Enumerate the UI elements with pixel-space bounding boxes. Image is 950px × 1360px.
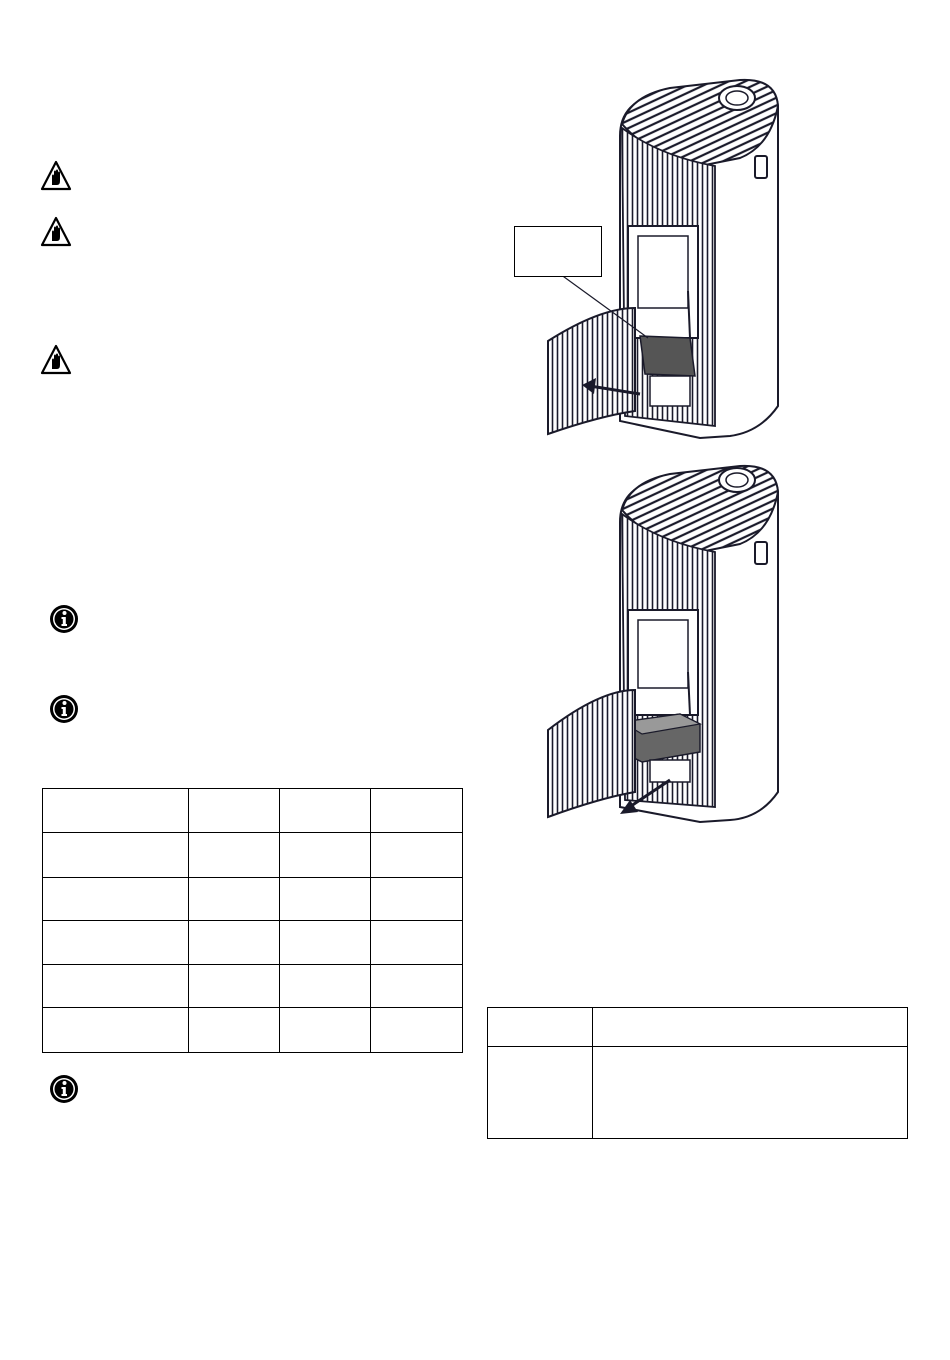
table-cell <box>371 833 463 878</box>
table-row <box>488 1047 908 1139</box>
info-icon <box>48 1073 80 1105</box>
table-row <box>43 1008 463 1053</box>
table-cell <box>280 965 371 1008</box>
table-row <box>43 878 463 921</box>
table-cell <box>371 921 463 965</box>
info-icon <box>48 693 80 725</box>
table-cell <box>371 789 463 833</box>
table-row <box>43 833 463 878</box>
table-cell <box>280 1008 371 1053</box>
warning-hand-icon <box>40 344 72 376</box>
table-row <box>43 789 463 833</box>
table-cell <box>188 833 280 878</box>
data-table-right <box>487 1007 908 1139</box>
table-cell <box>371 878 463 921</box>
figure-callout-box <box>514 226 602 277</box>
info-icon <box>48 603 80 635</box>
warning-hand-icon <box>40 216 72 248</box>
data-table-left <box>42 788 463 1053</box>
table-row <box>43 965 463 1008</box>
table-cell <box>43 965 189 1008</box>
table-cell <box>280 921 371 965</box>
table-cell <box>43 833 189 878</box>
table-cell <box>371 1008 463 1053</box>
table-row <box>43 921 463 965</box>
table-cell <box>188 1008 280 1053</box>
table-cell <box>280 833 371 878</box>
table-row <box>488 1008 908 1047</box>
table-cell <box>43 921 189 965</box>
table-cell <box>188 921 280 965</box>
table-cell <box>488 1047 593 1139</box>
table-cell <box>43 878 189 921</box>
table-cell <box>43 1008 189 1053</box>
table-cell <box>188 965 280 1008</box>
table-cell <box>280 789 371 833</box>
warning-hand-icon <box>40 160 72 192</box>
table-cell <box>488 1008 593 1047</box>
table-cell <box>371 965 463 1008</box>
table-cell <box>188 878 280 921</box>
table-cell <box>592 1008 907 1047</box>
table-cell <box>188 789 280 833</box>
table-cell <box>43 789 189 833</box>
stove-illustration-drawer-removed <box>500 462 800 824</box>
table-cell <box>280 878 371 921</box>
table-cell <box>592 1047 907 1139</box>
